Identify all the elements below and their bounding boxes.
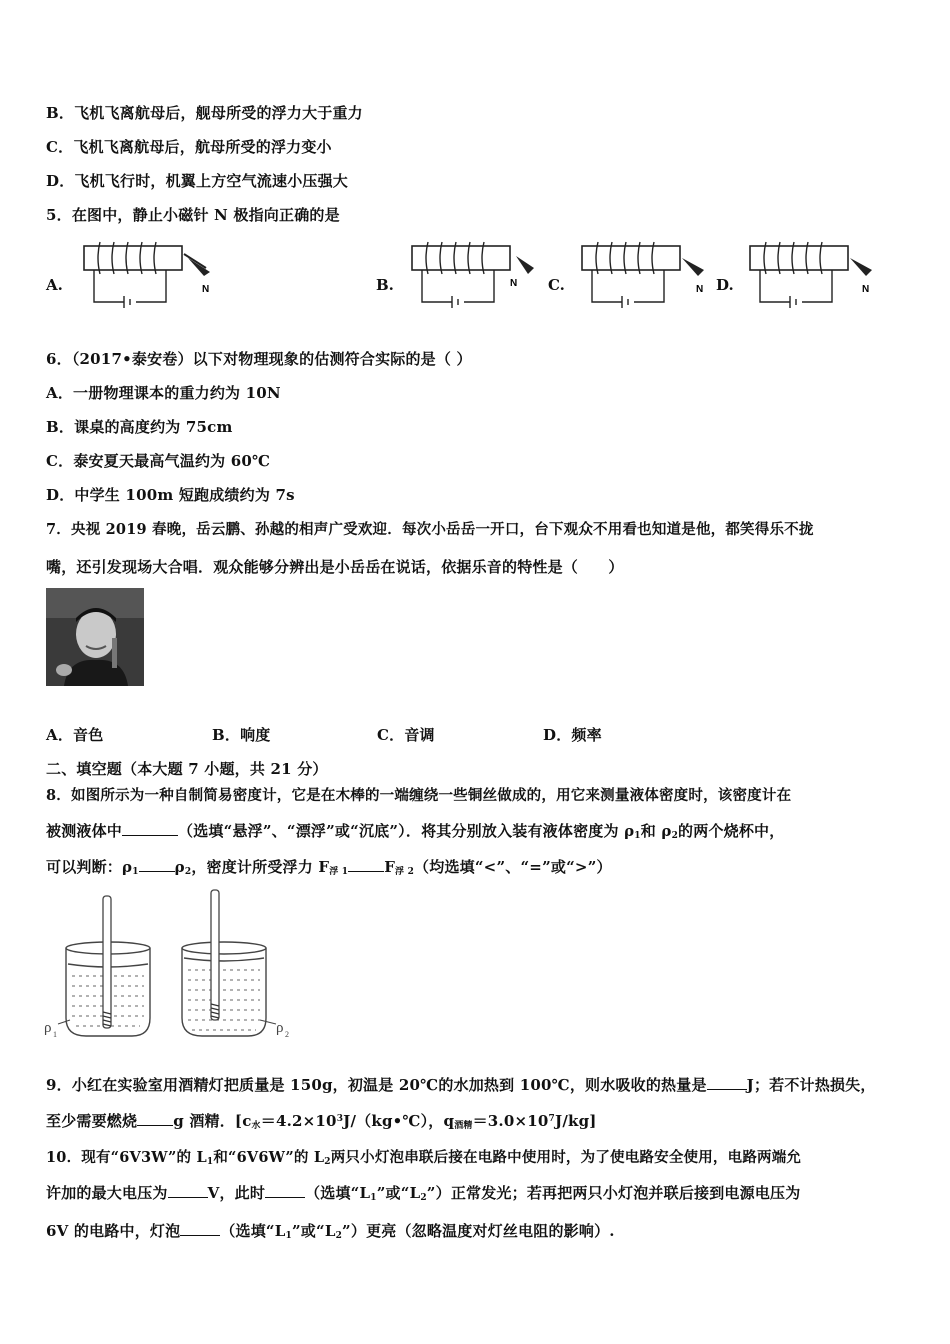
q8-line-1: 8．如图所示为一种自制简易密度计，它是在木棒的一端缠绕一些铜丝做成的，用它来测量液体密度时，该密度计在 bbox=[46, 787, 792, 804]
q7-option-d: D．频率 bbox=[543, 726, 602, 744]
rho1-label: ρ bbox=[44, 1020, 52, 1036]
solenoid-figure-c bbox=[578, 236, 718, 308]
q5-label-a: A. bbox=[46, 276, 63, 294]
q7-option-b: B．响度 bbox=[212, 726, 271, 744]
q9-line-1: 9．小红在实验室用酒精灯把质量是 150g，初温是 20℃的水加热到 100℃，则水吸收的热量是 J；若不计热损失， bbox=[46, 1076, 876, 1094]
q5-stem: 5．在图中，静止小磁针 N 极指向正确的是 bbox=[46, 206, 340, 224]
q7-line-2: 嘴，还引发现场大合唱．观众能够分辨出是小岳岳在说话，依据乐音的特性是（ ） bbox=[46, 558, 624, 576]
pole-label-b: N bbox=[510, 278, 518, 289]
q7-option-c: C．音调 bbox=[377, 726, 435, 744]
q4-option-b: B．飞机飞离航母后，舰母所受的浮力大于重力 bbox=[46, 104, 363, 122]
q6-stem: 6．（2017•泰安卷）以下对物理现象的估测符合实际的是（ ） bbox=[46, 350, 472, 368]
q7-line-1: 7．央视 2019 春晚，岳云鹏、孙越的相声广受欢迎．每次小岳岳一开口，台下观众不用看也知道是他，都笑得乐不拢 bbox=[46, 521, 814, 538]
q5-label-b: B. bbox=[376, 276, 394, 294]
rho1-subscript: 1 bbox=[53, 1030, 57, 1039]
q9-line-2: 至少需要燃烧 g 酒精．[$c_水=4.2\times 10^3J/(kg•℃)$，$q_{酒精}=3.0\times 10^7J/kg$] bbox=[46, 1112, 597, 1131]
q4-option-d: D．飞机飞行时，机翼上方空气流速小压强大 bbox=[46, 172, 349, 190]
q7-option-a: A．音色 bbox=[46, 726, 104, 744]
rho2-subscript: 2 bbox=[285, 1030, 289, 1039]
q10-line-3: 6V 的电路中，灯泡 （选填“$L_1$”或“$L_2$”）更亮（忽略温度对灯丝电阻的影响）. bbox=[46, 1222, 615, 1241]
pole-label-d: N bbox=[862, 284, 870, 295]
performer-photo bbox=[46, 588, 144, 686]
pole-label-a: N bbox=[202, 284, 210, 295]
q8-line-2: 被测液体中 （选填“悬浮”、“漂浮”或“沉底”）．将其分别放入装有液体密度为 $\rho_1$和 $\rho_2$的两个烧杯中， bbox=[46, 822, 785, 841]
q5-label-d: D. bbox=[716, 276, 734, 294]
q10-line-2: 许加的最大电压为 V，此时 （选填“$L_1$”或“$L_2$”）正常发光；若再把两只小灯泡并联后接到电源电压为 bbox=[46, 1184, 801, 1203]
hydrometer-beakers-figure bbox=[40, 886, 300, 1046]
solenoid-figure-d bbox=[746, 236, 886, 308]
q10-line-1: 10．现有“6V3W”的 $L_1$和“6V6W”的 $L_2$两只小灯泡串联后接在电路中使用时，为了使电路安全使用，电路两端允 bbox=[46, 1149, 802, 1167]
solenoid-figure-a bbox=[80, 236, 220, 308]
q6-option-a: A．一册物理课本的重力约为 10N bbox=[46, 384, 281, 402]
section-2-title: 二、填空题（本大题 7 小题，共 21 分） bbox=[46, 760, 328, 778]
q6-option-d: D．中学生 100m 短跑成绩约为 7s bbox=[46, 486, 295, 504]
rho2-label: ρ bbox=[276, 1020, 284, 1036]
q8-line-3: 可以判断：$\rho_1$ $\rho_2$，密度计所受浮力 $F_{浮 1}$ $F_{浮 2}$（均选填“<”、“=”或“>”） bbox=[46, 858, 612, 877]
solenoid-figure-b bbox=[408, 236, 548, 308]
q5-label-c: C. bbox=[548, 276, 565, 294]
q6-option-b: B．课桌的高度约为 75cm bbox=[46, 418, 233, 436]
q6-option-c: C．泰安夏天最高气温约为 60℃ bbox=[46, 452, 271, 470]
q4-option-c: C．飞机飞离航母后，航母所受的浮力变小 bbox=[46, 138, 332, 156]
pole-label-c: N bbox=[696, 284, 704, 295]
